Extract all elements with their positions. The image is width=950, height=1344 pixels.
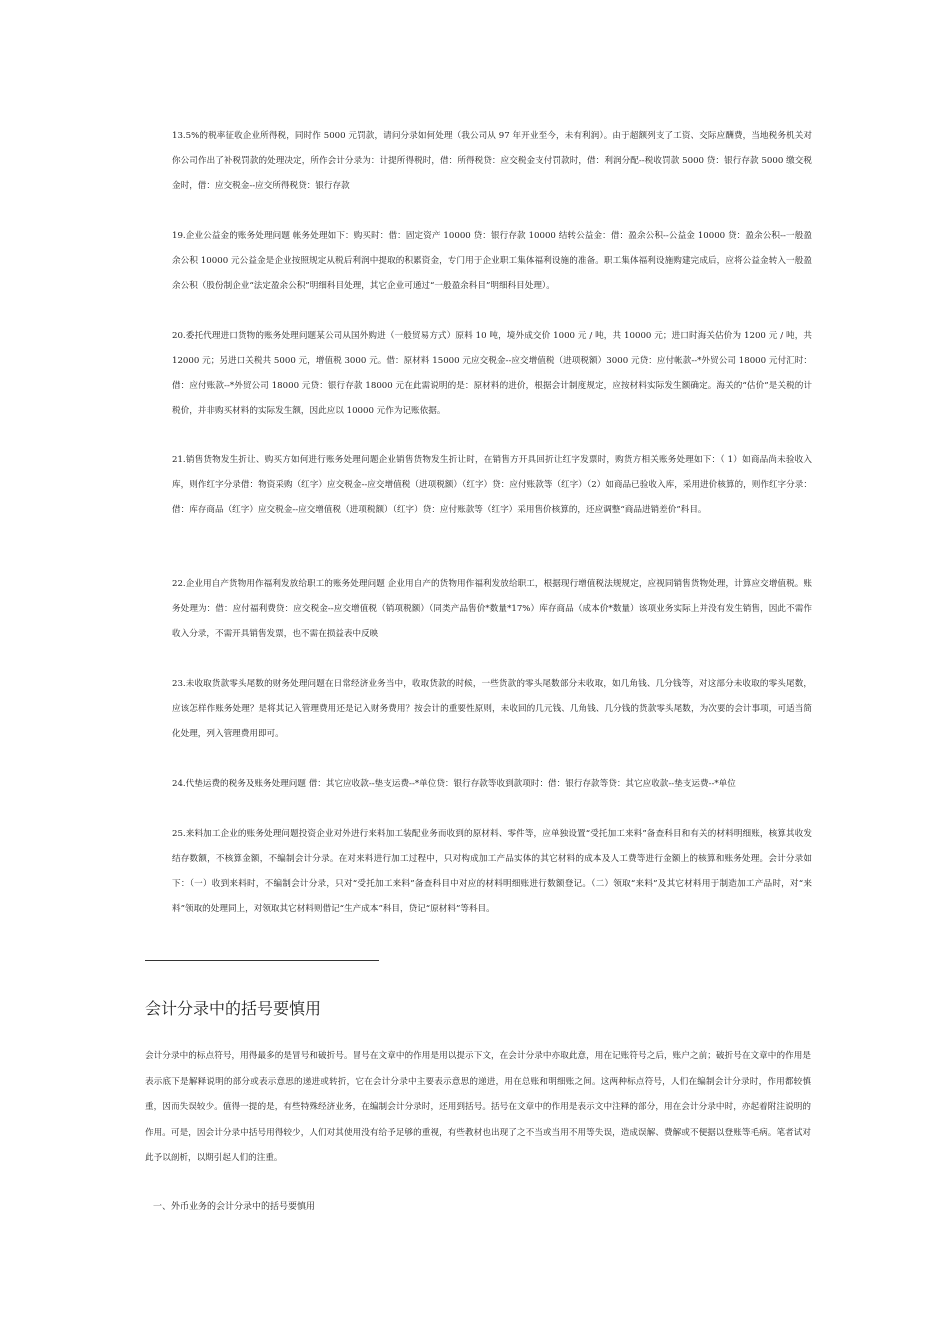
paragraph-21: 21.销售货物发生折让、购买方如何进行账务处理问题企业销售货物发生折让时，在销售方开具回折让红字发票时，购货方相关账务处理如下：（ 1）如商品尚未验收入库，则作红字分录借：物资采购（红字）应交税金--应交增值税（进项税额）（红字）贷：应付账款等（红字）（2）如商品已验收入库，采用进价核算的，则作红字分录：借：库存商品（红字）应交税金--应交增值税（进项税额）（红字）贷：应付账款等（红字）采用售价核算的，还应调整“商品进销差价”科目。: [172, 455, 812, 515]
paragraph-20: 20.委托代理进口货物的账务处理问题某公司从国外购进（一般贸易方式）原料 10 吨，境外成交价 1000 元 / 吨，共 10000 元；进口时海关估价为 1200 元 / 吨，共 12000 元；另进口关税共 5000 元，增值税 3000 元。借：原材料 15000 元应交税金--应交增值税（进项税额）3000 元贷：应付帐款--*外贸公司 18000 元付汇时：借：应付账款--*外贸公司 18000 元贷：银行存款 18000 元在此需说明的是：原材料的进价，根据会计制度规定，应按材料实际发生额确定。海关的“估价”是关税的计税价，并非购买材料的实际发生额，因此应以 10000 元作为记账依据。: [172, 331, 812, 416]
paragraph-25: 25.来料加工企业的账务处理问题投资企业对外进行来料加工装配业务而收到的原材料、零件等，应单独设置“受托加工来料”备查科目和有关的材料明细账，核算其收发结存数额，不核算金额，不编制会计分录。在对来料进行加工过程中，只对构成加工产品实体的其它材料的成本及人工费等进行金额上的核算和账务处理。会计分录如下：（一）收到来料时，不编制会计分录，只对“受托加工来料”备查科目中对应的材料明细账进行数额登记。（二）领取“来料”及其它材料用于制造加工产品时，对“来料”领取的处理同上，对领取其它材料则借记“生产成本”科目，贷记“原材料”等科目。: [172, 829, 812, 914]
paragraph-19: 19.企业公益金的账务处理问题 帐务处理如下：购买时：借：固定资产 10000 贷：银行存款 10000 结转公益金：借：盈余公积--公益金 10000 贷：盈余公积--一般盈余公积 10000 元公益金是企业按照规定从税后利润中提取的积累资金，专门用于企业职工集体福利设施的准备。职工集体福利设施购建完成后，应将公益金转入一般盈余公积（股份制企业“法定盈余公积”明细科目处理，其它企业可通过“一般盈余科目”明细科目处理）。: [172, 231, 812, 291]
paragraph-13: 13.5%的税率征收企业所得税，同时作 5000 元罚款，请问分录如何处理（我公司从 97 年开业至今，未有利润）。由于超额列支了工资、交际应酬费，当地税务机关对你公司作出了补税罚款的处理决定，所作会计分录为：计提所得税时，借：所得税贷：应交税金支付罚款时，借：利润分配--税收罚款 5000 贷：银行存款 5000 缴交税金时，借：应交税金--应交所得税贷：银行存款: [172, 131, 812, 191]
paragraph-22: 22.企业用自产货物用作福利发放给职工的账务处理问题 企业用自产的货物用作福利发放给职工，根据现行增值税法规规定，应视同销售货物处理，计算应交增值税。账务处理为：借：应付福利费贷：应交税金--应交增值税（销项税额）（同类产品售价*数量*17%）库存商品（成本价*数量）该项业务实际上并没有发生销售，因此不需作收入分录，不需开具销售发票，也不需在损益表中反映: [172, 579, 812, 639]
article-intro: 会计分录中的标点符号，用得最多的是冒号和破折号。冒号在文章中的作用是用以提示下文，在会计分录中亦取此意，用在记账符号之后，账户之前；破折号在文章中的作用是表示底下是解释说明的部分或表示意思的递进或转折，它在会计分录中主要表示意思的递进，用在总账和明细账之间。这两种标点符号，人们在编制会计分录时，作用都较慎重，因而失误较少。值得一提的是，有些特殊经济业务，在编制会计分录时，还用到括号。括号在文章中的作用是表示文中注释的部分，用在会计分录中时，亦起着附注说明的作用。可是，因会计分录中括号用得较少，人们对其使用没有给予足够的重视，有些教材也出现了之不当或当用不用等失误，造成误解、费解或不便据以登账等毛病。笔者试对此予以剖析，以期引起人们的注重。: [145, 1051, 811, 1163]
paragraph-23: 23.未收取货款零头尾数的财务处理问题在日常经济业务当中，收取货款的时候，一些货款的零头尾数部分未收取，如几角钱、几分钱等，对这部分未收取的零头尾数，应该怎样作账务处理？是将其记入管理费用还是记入财务费用？按会计的重要性原则，未收回的几元钱、几角钱、几分钱的货款零头尾数，为次要的会计事项，可适当简化处理，列入管理费用即可。: [172, 679, 812, 739]
article-title: 会计分录中的括号要慎用: [145, 999, 322, 1018]
section-heading-1: 一、外币业务的会计分录中的括号要慎用: [153, 1202, 316, 1212]
section-divider: [145, 960, 379, 961]
paragraph-24: 24.代垫运费的税务及账务处理问题 借：其它应收款--垫支运费--*单位贷：银行存款等收到款项时：借：银行存款等贷：其它应收款--垫支运费--*单位: [172, 779, 736, 789]
